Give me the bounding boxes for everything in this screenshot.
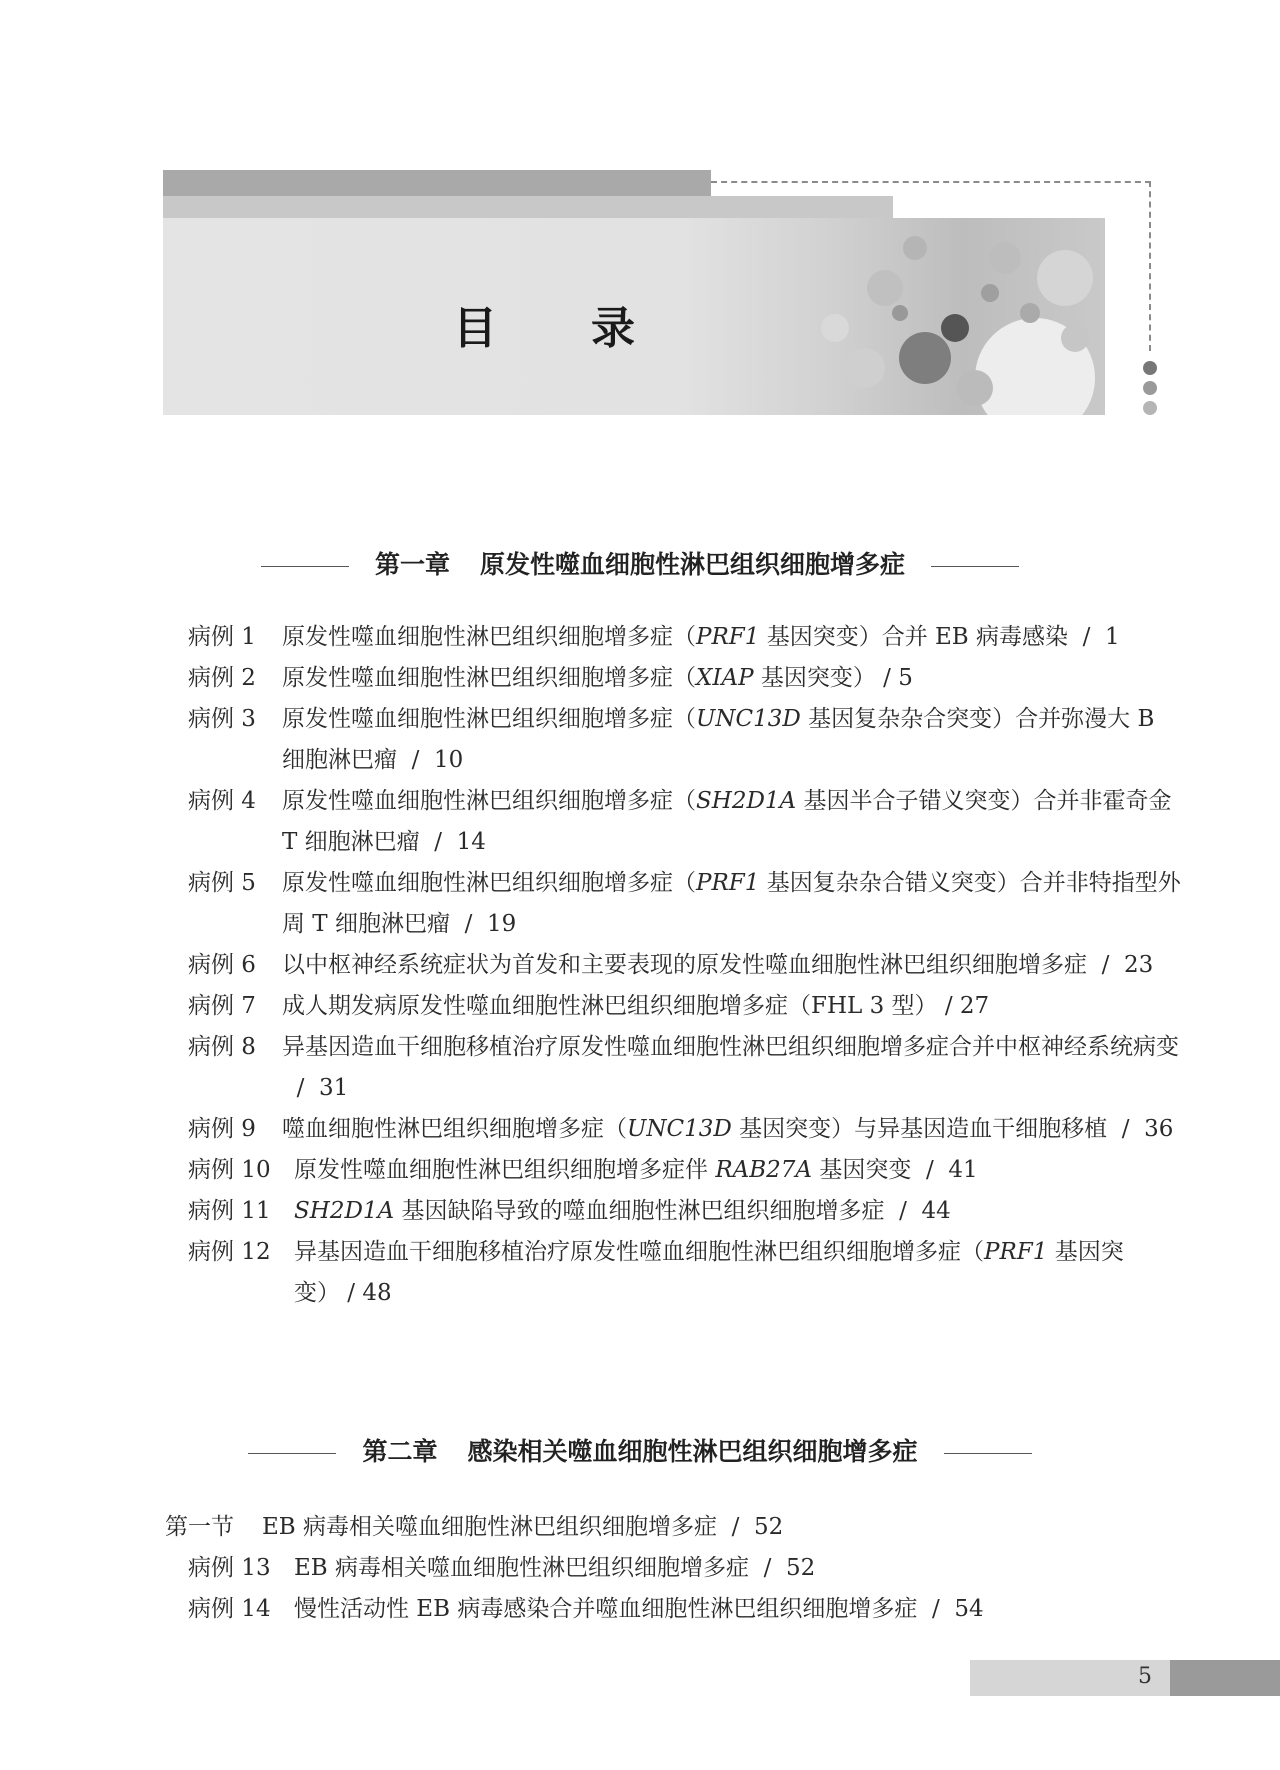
toc-entry[interactable] [188,986,1194,1027]
chapter-number: 第二章 [362,1437,438,1466]
toc-entry[interactable] [188,1027,1194,1109]
case-label: 病例 2 [188,665,256,691]
case-title-page: 原发性噬血细胞性淋巴组织细胞增多症（XIAP 基因突变） / 5 [282,665,913,691]
page-ref: 48 [362,1280,392,1306]
case-title: 异基因造血干细胞移植治疗原发性噬血细胞性淋巴组织细胞增多症合并中枢神经系统病变 [282,1034,1179,1060]
chapter-1-heading [0,545,1280,581]
chapter-number: 第一章 [374,550,450,579]
rule-right [931,566,1019,567]
case-label: 病例 8 [188,1034,256,1060]
case-title-page: 异基因造血干细胞移植治疗原发性噬血细胞性淋巴组织细胞增多症合并中枢神经系统病变 / 31 [282,1034,1179,1101]
page-ref: 19 [486,911,517,937]
title-char-2: 录 [591,303,637,354]
page-ref: 52 [754,1514,784,1540]
toc-entry[interactable] [188,1150,1194,1191]
case-title-page: 慢性活动性 EB 病毒感染合并噬血细胞性淋巴组织细胞增多症 / 54 [294,1596,984,1622]
banner-bar-middle [163,196,893,218]
page-ref: 44 [921,1198,951,1224]
page-title [453,292,637,356]
case-title-page: 原发性噬血细胞性淋巴组织细胞增多症伴 RAB27A 基因突变 / 41 [294,1157,978,1183]
case-title: 成人期发病原发性噬血细胞性淋巴组织细胞增多症（FHL 3 型） [282,993,938,1019]
case-label: 病例 14 [188,1596,271,1622]
case-label: 病例 1 [188,624,256,650]
section-title: EB 病毒相关噬血细胞性淋巴组织细胞增多症 [262,1514,718,1540]
case-title: 慢性活动性 EB 病毒感染合并噬血细胞性淋巴组织细胞增多症 [294,1596,918,1622]
page-ref: 14 [456,829,486,855]
bullet-dot-1 [1143,361,1157,375]
case-title-page: EB 病毒相关噬血细胞性淋巴组织细胞增多症 / 52 [294,1555,816,1581]
case-label: 病例 12 [188,1239,271,1265]
case-title-page: 以中枢神经系统症状为首发和主要表现的原发性噬血细胞性淋巴组织细胞增多症 / 23 [282,952,1154,978]
case-label: 病例 13 [188,1555,271,1581]
toc-entry[interactable] [188,658,1194,699]
case-title-page: 原发性噬血细胞性淋巴组织细胞增多症（SH2D1A 基因半合子错义突变）合并非霍奇金 T 细胞淋巴瘤 / 14 [282,788,1172,855]
toc-entry[interactable] [188,1109,1194,1150]
case-label: 病例 7 [188,993,256,1019]
page-ref: 27 [959,993,990,1019]
case-title-page: 噬血细胞性淋巴组织细胞增多症（UNC13D 基因突变）与异基因造血干细胞移植 / 36 [282,1116,1174,1142]
chapter-1-entries [188,617,1194,1314]
case-title: 以中枢神经系统症状为首发和主要表现的原发性噬血细胞性淋巴组织细胞增多症 [282,952,1087,978]
case-title-page: 异基因造血干细胞移植治疗原发性噬血细胞性淋巴组织细胞增多症（PRF1 基因突变） / 48 [294,1239,1124,1306]
case-label: 病例 9 [188,1116,256,1142]
case-label: 病例 5 [188,870,256,896]
section-number: 第一节 [165,1514,234,1540]
page-ref: 23 [1124,952,1154,978]
case-title-page: SH2D1A 基因缺陷导致的噬血细胞性淋巴组织细胞增多症 / 44 [294,1198,951,1224]
toc-entry[interactable] [188,1548,1194,1589]
toc-entry[interactable] [188,863,1194,945]
case-title-page: 原发性噬血细胞性淋巴组织细胞增多症（PRF1 基因复杂杂合错义突变）合并非特指型外周 T 细胞淋巴瘤 / 19 [282,870,1181,937]
rule-right [944,1453,1032,1454]
case-title-page: 原发性噬血细胞性淋巴组织细胞增多症（UNC13D 基因复杂杂合突变）合并弥漫大 B 细胞淋巴瘤 / 10 [282,706,1155,773]
case-label: 病例 4 [188,788,256,814]
page-ref: 31 [319,1075,349,1101]
section-1-heading[interactable]: 第一节 EB 病毒相关噬血细胞性淋巴组织细胞增多症 / 52 [165,1514,784,1540]
banner-bar-top [163,170,711,196]
toc-entry[interactable] [188,945,1194,986]
dashed-frame-top [711,181,1151,183]
page-ref: 54 [954,1596,984,1622]
case-title: EB 病毒相关噬血细胞性淋巴组织细胞增多症 [294,1555,750,1581]
toc-entry[interactable] [188,1191,1194,1232]
page-ref: 41 [948,1157,978,1183]
toc-entry[interactable] [188,617,1194,658]
rule-left [261,566,349,567]
cell-micrograph-image [805,218,1105,415]
page-ref: 5 [898,665,913,691]
page-ref: 36 [1144,1116,1174,1142]
case-label: 病例 3 [188,706,256,732]
chapter-2-heading [0,1432,1280,1468]
case-label: 病例 6 [188,952,256,978]
footer-bar-dark [1170,1660,1280,1696]
case-label: 病例 10 [188,1157,271,1183]
toc-entry[interactable] [188,781,1194,863]
case-title-page: 成人期发病原发性噬血细胞性淋巴组织细胞增多症（FHL 3 型） / 27 [282,993,990,1019]
rule-left [248,1453,336,1454]
toc-entry[interactable] [188,699,1194,781]
toc-entry[interactable] [188,1589,1194,1630]
toc-entry[interactable] [188,1232,1194,1314]
case-label: 病例 11 [188,1198,271,1224]
chapter-title: 感染相关噬血细胞性淋巴组织细胞增多症 [467,1437,918,1466]
title-char-1: 目 [453,303,499,354]
page-ref: 52 [786,1555,816,1581]
chapter-title: 原发性噬血细胞性淋巴组织细胞增多症 [480,550,906,579]
bullet-dot-3 [1143,401,1157,415]
bullet-dot-2 [1143,381,1157,395]
case-title-page: 原发性噬血细胞性淋巴组织细胞增多症（PRF1 基因突变）合并 EB 病毒感染 / 1 [282,624,1120,650]
page-ref: 1 [1105,624,1120,650]
dashed-frame-right [1149,181,1151,351]
page-ref: 10 [434,747,464,773]
page-number: 5 [1138,1664,1152,1689]
chapter-2-entries [188,1548,1194,1630]
